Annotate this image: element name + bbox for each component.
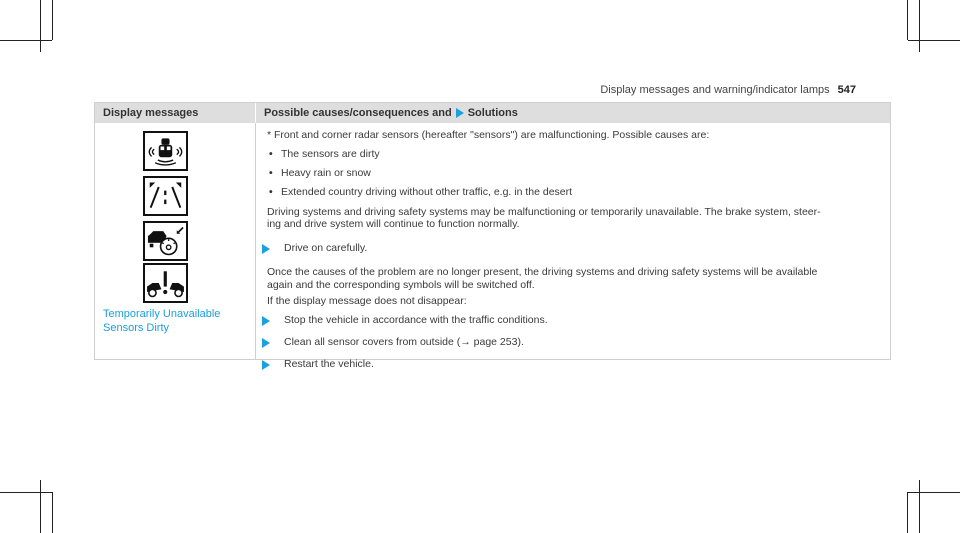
crop-mark <box>52 492 53 533</box>
column-header-causes <box>264 107 518 119</box>
crop-mark <box>919 480 920 533</box>
play-arrow-icon <box>456 108 464 118</box>
paragraph-line: If the display message does not disappear: <box>267 295 467 307</box>
lane-lines-icon <box>143 176 188 216</box>
crop-mark <box>40 0 41 52</box>
play-arrow-icon <box>262 316 270 326</box>
messages-table <box>94 102 891 370</box>
crop-mark <box>908 40 960 41</box>
crop-mark <box>0 492 52 493</box>
crop-mark <box>907 492 908 533</box>
column-header-solutions-text: Solutions <box>467 107 518 119</box>
step-item <box>284 358 374 371</box>
running-header <box>600 84 856 96</box>
list-item: • The sensors are dirty <box>281 148 380 161</box>
step-item <box>284 336 524 349</box>
car-warning-icon <box>143 263 188 303</box>
paragraph-line: again and the corresponding symbols will be switched off. <box>267 279 535 291</box>
play-arrow-icon <box>262 338 270 348</box>
list-item: • Extended country driving without other traffic, e.g. in the desert <box>281 186 572 199</box>
header-title: Display messages and warning/indicator lamps <box>600 84 830 96</box>
step-item <box>284 314 548 327</box>
crop-mark <box>919 0 920 52</box>
caption-line: Sensors Dirty <box>103 322 170 334</box>
step-text: Drive on carefully. <box>284 242 368 254</box>
play-arrow-icon <box>262 244 270 254</box>
paragraph-line: ing and drive system will continue to function normally. <box>267 218 520 230</box>
intro-text: * Front and corner radar sensors (hereafter "sensors") are malfunctioning. Possible causes are: <box>267 129 710 141</box>
car-sensors-icon <box>143 131 188 171</box>
column-header-display-messages: Display messages <box>103 107 199 119</box>
page-number: 547 <box>837 84 856 96</box>
header-divider <box>255 103 256 123</box>
paragraph-line: Driving systems and driving safety systems may be malfunctioning or temporarily unavailable. The brake system, steer- <box>267 206 821 218</box>
column-divider <box>255 123 256 359</box>
step-text: Restart the vehicle. <box>284 358 374 370</box>
step-text: Stop the vehicle in accordance with the traffic conditions. <box>284 314 548 326</box>
table-header <box>95 103 890 123</box>
car-speedometer-icon <box>143 221 188 261</box>
message-caption <box>103 307 220 335</box>
paragraph-line: Once the causes of the problem are no longer present, the driving systems and driving safety systems will be available <box>267 266 818 278</box>
crop-mark <box>907 0 908 40</box>
crop-mark <box>0 40 52 41</box>
caption-line: Temporarily Unavailable <box>103 308 221 320</box>
crop-mark <box>908 492 960 493</box>
step-item <box>284 242 367 255</box>
column-header-causes-text: Possible causes/consequences and <box>264 107 452 119</box>
crop-mark <box>52 0 53 40</box>
crop-mark <box>40 480 41 533</box>
play-arrow-icon <box>262 360 270 370</box>
list-item: • Heavy rain or snow <box>281 167 371 180</box>
step-text: Clean all sensor covers from outside (→ page 253). <box>284 336 524 348</box>
